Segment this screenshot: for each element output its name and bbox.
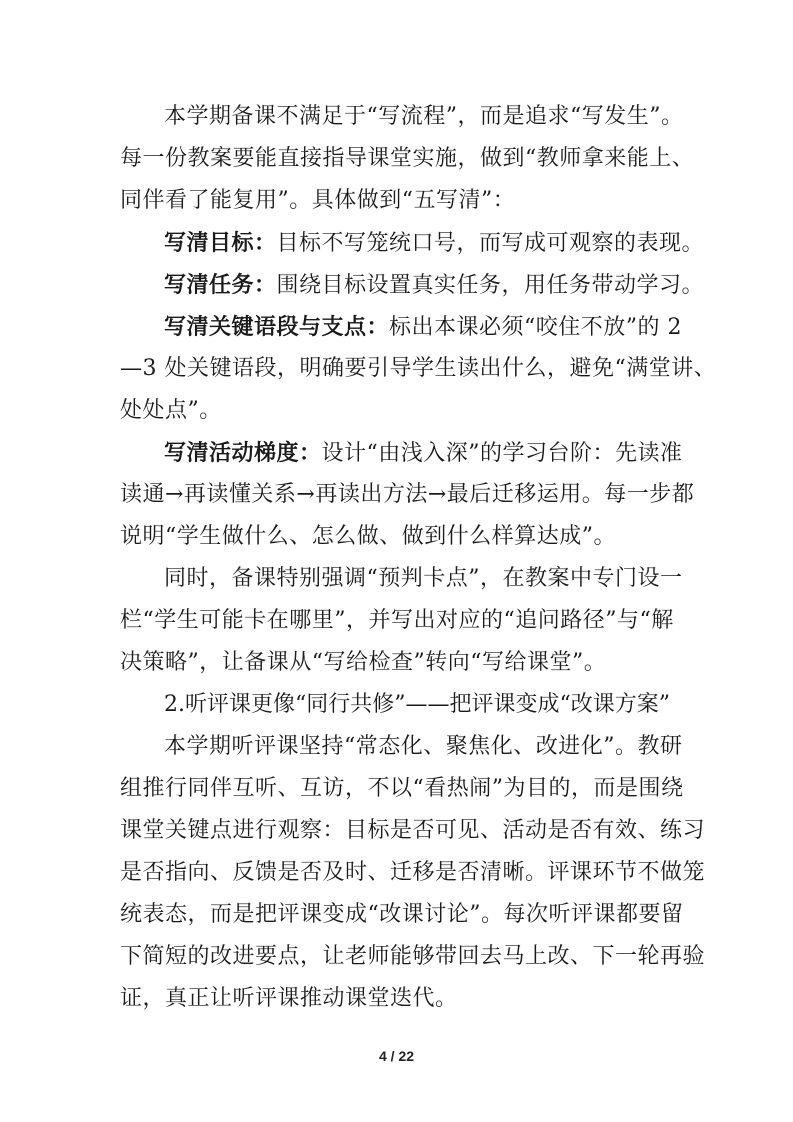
paragraph-line: 读通→再读懂关系→再读出方法→最后迁移运用。每一步都 <box>120 482 695 507</box>
paragraph-line: 同时，备课特别强调“预判卡点”，在教案中专门设一 <box>164 566 683 591</box>
paragraph-line <box>164 230 705 257</box>
paragraph-line: 说明“学生做什么、怎么做、做到什么样算达成”。 <box>120 524 616 549</box>
paragraph-line: 本学期听评课坚持“常态化、聚焦化、改进化”。教研 <box>164 734 683 759</box>
paragraph-line: 处处点”。 <box>120 398 222 423</box>
paragraph-line <box>164 314 683 341</box>
paragraph-line: 是否指向、反馈是否及时、迁移是否清晰。评课环节不做笼 <box>120 860 706 885</box>
item-label: 写清关键语段与支点： <box>164 314 390 340</box>
paragraph-line: 统表态，而是把评课变成“改课讨论”。每次听评课都要留 <box>120 902 684 927</box>
paragraph-line: 同伴看了能复用”。具体做到“五写清”： <box>120 188 516 213</box>
paragraph-line: 每一份教案要能直接指导课堂实施，做到“教师拿来能上、 <box>120 146 695 171</box>
section-heading: 2.听评课更像“同行共修”——把评课变成“改课方案” <box>164 692 670 717</box>
paragraph-line: 证，真正让听评课推动课堂迭代。 <box>120 986 458 1011</box>
paragraph-line: 组推行同伴互听、互访，不以“看热闹”为目的，而是围绕 <box>120 776 684 801</box>
paragraph-line: 下简短的改进要点，让老师能够带回去马上改、下一轮再验 <box>120 944 706 969</box>
paragraph-line: 课堂关键点进行观察：目标是否可见、活动是否有效、练习 <box>120 818 706 843</box>
paragraph-line: 本学期备课不满足于“写流程”，而是追求“写发生”。 <box>164 104 684 129</box>
item-label: 写清任务： <box>164 272 277 298</box>
item-text: 设计“由浅入深”的学习台阶：先读准 <box>321 441 683 466</box>
paragraph-line: 栏“学生可能卡在哪里”，并写出对应的“追问路径”与“解 <box>120 608 674 633</box>
paragraph-line <box>164 440 683 467</box>
item-text: 标出本课必须“咬住不放”的 2 <box>389 315 683 340</box>
page-number: 4 / 22 <box>378 1048 415 1064</box>
paragraph-line: —3 处关键语段，明确要引导学生读出什么，避免“满堂讲、 <box>120 356 717 381</box>
paragraph-line: 决策略”，让备课从“写给检查”转向“写给课堂”。 <box>120 650 607 675</box>
item-text: 围绕目标设置真实任务，用任务带动学习。 <box>276 273 705 298</box>
item-text: 目标不写笼统口号，而写成可观察的表现。 <box>276 231 705 256</box>
item-label: 写清目标： <box>164 230 277 256</box>
item-label: 写清活动梯度： <box>164 440 322 466</box>
paragraph-line <box>164 272 705 299</box>
